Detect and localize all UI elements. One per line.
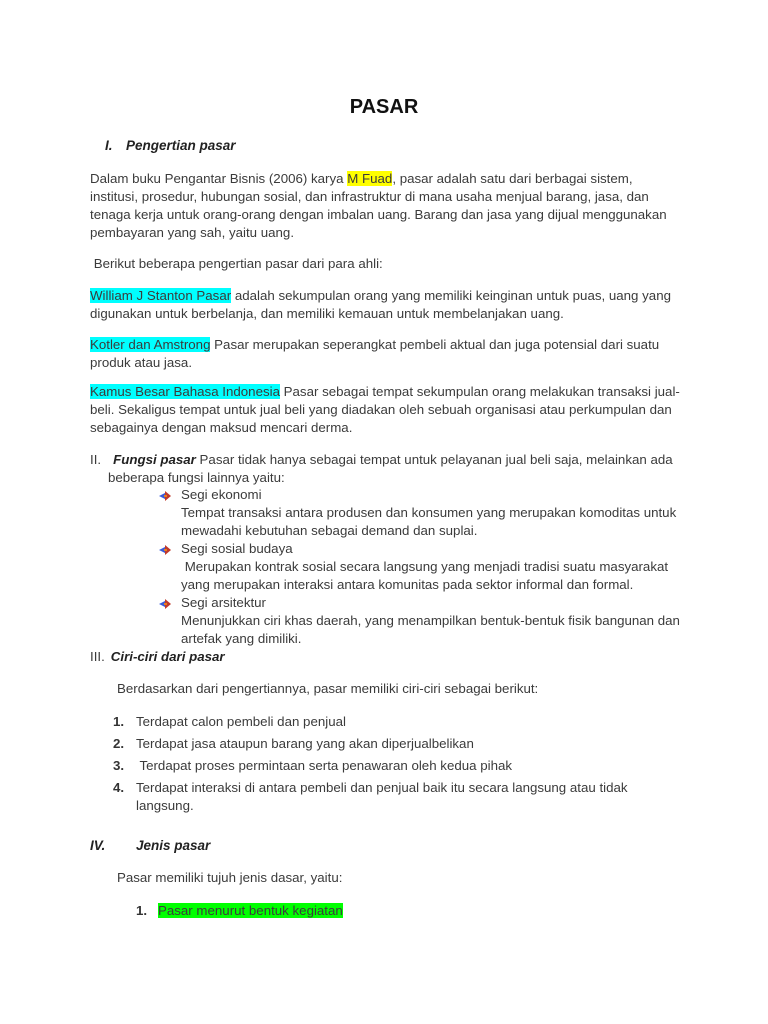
section-3-line: [90, 648, 225, 666]
function-description: artefak yang dimiliki.: [181, 631, 302, 646]
section-1-paragraph-line: institusi, prosedur, hubungan sosial, dan infrastruktur di mana usaha menjual barang, jasa, dan: [90, 189, 649, 204]
expert-definition-line: sebagainya dengan maksud mencari derma.: [90, 420, 353, 435]
section-1-paragraph-line: tenaga kerja untuk orang-orang dengan imbalan uang. Barang dan jasa yang dijual menggunakan: [90, 207, 667, 222]
expert-text: Pasar merupakan seperangkat pembeli aktual dan juga potensial dari suatu: [210, 337, 660, 352]
section-1-paragraph-line: pembayaran yang sah, yaitu uang.: [90, 225, 295, 240]
function-description: Merupakan kontrak sosial secara langsung yang menjadi tradisi suatu masyarakat: [181, 559, 669, 574]
section-2-number: II.: [90, 452, 102, 467]
highlight-market-type: Pasar menurut bentuk kegiatan: [158, 903, 343, 918]
expert-definition-line: produk atau jasa.: [90, 355, 193, 370]
function-description: yang merupakan interaksi antara komunitas pada sektor informal dan formal.: [181, 577, 634, 592]
section-4-heading: Jenis pasar: [136, 838, 211, 853]
list-item-continuation: langsung.: [136, 798, 194, 813]
section-2-text: Pasar tidak hanya sebagai tempat untuk pelayanan jual beli saja, melainkan ada: [195, 452, 673, 467]
expert-definition-line: beli. Sekaligus tempat untuk jual beli yang diadakan oleh sebuah organisasi atau perkumpulan dan: [90, 402, 672, 417]
experts-intro: Berikut beberapa pengertian pasar dari para ahli:: [90, 256, 383, 271]
expert-text: adalah sekumpulan orang yang memiliki keinginan untuk puas, uang yang: [231, 288, 671, 303]
list-item: Terdapat proses permintaan serta penawaran oleh kedua pihak: [136, 758, 513, 773]
function-description: mewadahi kebutuhan sebagai demand dan suplai.: [181, 523, 478, 538]
expert-definition-line: [90, 383, 680, 401]
list-number: 4.: [113, 780, 125, 795]
list-number: 3.: [113, 758, 125, 773]
expert-name: William J Stanton Pasar: [90, 288, 232, 303]
arrow-bullet-icon: [158, 597, 172, 615]
list-number: 2.: [113, 736, 125, 751]
arrow-bullet-icon: [158, 543, 172, 561]
list-item: Terdapat interaksi di antara pembeli dan penjual baik itu secara langsung atau tidak: [136, 780, 628, 795]
expert-definition-line: [90, 336, 659, 354]
section-4-number: IV.: [90, 838, 106, 853]
function-label: Segi ekonomi: [181, 487, 262, 502]
expert-text: Pasar sebagai tempat sekumpulan orang melakukan transaksi jual-: [279, 384, 680, 399]
section-3-heading: Ciri-ciri dari pasar: [110, 649, 225, 664]
expert-name: Kamus Besar Bahasa Indonesia: [90, 384, 280, 399]
list-number: 1.: [113, 714, 125, 729]
list-number: 1.: [136, 903, 148, 918]
arrow-bullet-icon: [158, 489, 172, 507]
expert-definition-line: digunakan untuk berbelanja, dan memiliki kemauan untuk membelanjakan uang.: [90, 306, 564, 321]
list-item: [158, 902, 343, 920]
function-description: Tempat transaksi antara produsen dan konsumen yang merupakan komoditas untuk: [181, 505, 677, 520]
section-1-number: I.: [105, 138, 113, 153]
list-item: Terdapat jasa ataupun barang yang akan diperjualbelikan: [136, 736, 474, 751]
section-1-heading: Pengertian pasar: [126, 138, 236, 153]
section-4-intro: Pasar memiliki tujuh jenis dasar, yaitu:: [117, 870, 343, 885]
function-label: Segi arsitektur: [181, 595, 266, 610]
section-2-line: beberapa fungsi lainnya yaitu:: [108, 470, 285, 485]
expert-definition-line: [90, 287, 671, 305]
section-3-intro: Berdasarkan dari pengertiannya, pasar memiliki ciri-ciri sebagai berikut:: [117, 681, 539, 696]
highlight-author: M Fuad: [347, 171, 393, 186]
paragraph-text: Dalam buku Pengantar Bisnis (2006) karya: [90, 171, 348, 186]
section-3-number: III.: [90, 649, 105, 664]
function-label: Segi sosial budaya: [181, 541, 293, 556]
page-title: PASAR: [349, 96, 419, 118]
expert-name: Kotler dan Amstrong: [90, 337, 211, 352]
section-2-line: [90, 451, 673, 469]
section-2-heading: Fungsi pasar: [113, 452, 196, 467]
section-1-paragraph-line: [90, 170, 633, 188]
paragraph-text: , pasar adalah satu dari berbagai sistem,: [392, 171, 633, 186]
function-description: Menunjukkan ciri khas daerah, yang menampilkan bentuk-bentuk fisik bangunan dan: [181, 613, 680, 628]
list-item: Terdapat calon pembeli dan penjual: [136, 714, 346, 729]
